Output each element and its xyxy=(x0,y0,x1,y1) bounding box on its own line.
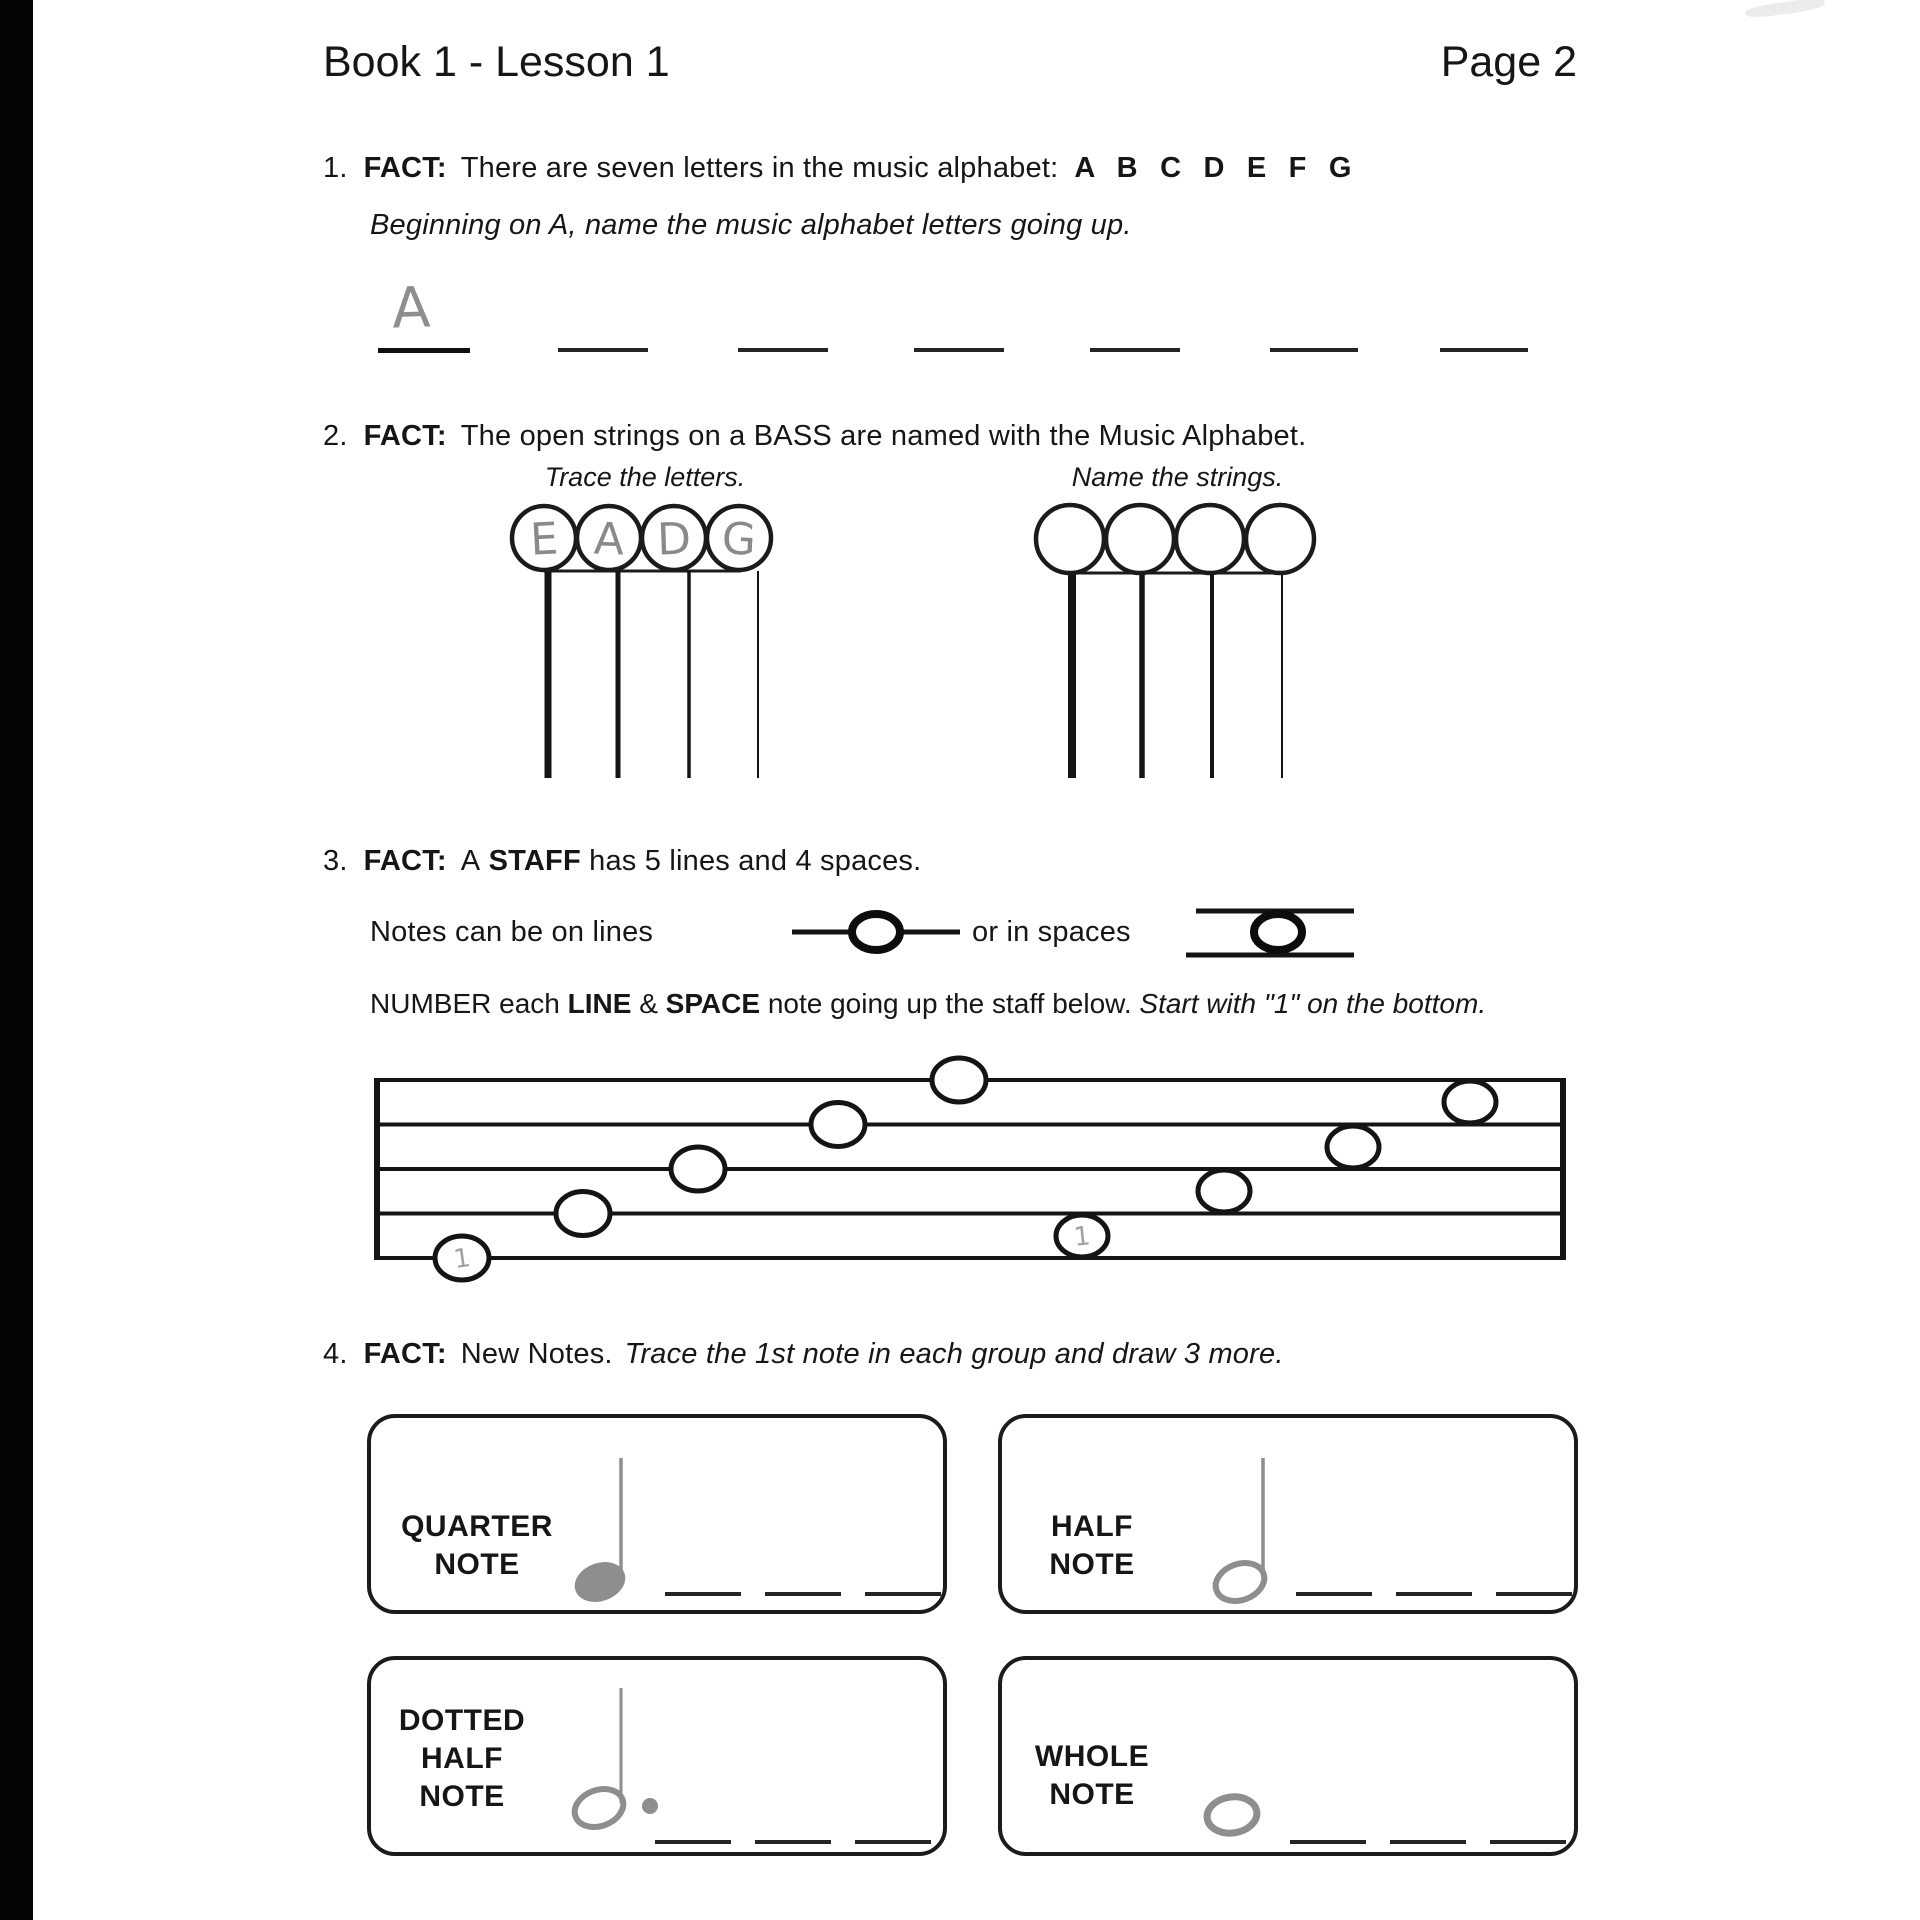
item1-number: 1. xyxy=(323,152,348,184)
dotted-half-label-line3: NOTE xyxy=(419,1780,505,1813)
note-blank xyxy=(665,1592,741,1596)
whole-note-label-line2: NOTE xyxy=(1049,1778,1135,1811)
traced-letter-a: A xyxy=(593,513,625,566)
instr-start-with-1: Start with "1" on the bottom. xyxy=(1139,988,1487,1019)
traced-letter-d: D xyxy=(656,513,692,566)
item3-number: 3. xyxy=(323,845,348,877)
notes-on-lines-label: Notes can be on lines xyxy=(370,916,654,948)
note-blank xyxy=(765,1592,841,1596)
empty-tuner-circle xyxy=(1246,505,1314,573)
scan-artifact xyxy=(1745,0,1826,20)
instr-number-each: NUMBER each xyxy=(370,988,560,1019)
notes-in-spaces-label: or in spaces xyxy=(972,916,1131,948)
whole-note-glyph xyxy=(1204,1794,1262,1838)
music-alphabet-letters: A B C D E F G xyxy=(1074,152,1352,184)
note-blank xyxy=(1290,1840,1366,1844)
item3-instruction xyxy=(370,988,1486,1020)
item4-fact-label: FACT: xyxy=(363,1338,447,1370)
empty-tuner-circle xyxy=(1176,505,1244,573)
note-blank xyxy=(1490,1840,1566,1844)
dotted-half-label-line1: DOTTED xyxy=(398,1704,526,1737)
item2-fact-line xyxy=(323,420,1306,453)
whole-note-on-line xyxy=(852,914,900,950)
line-note-5 xyxy=(932,1058,986,1102)
line-note-2 xyxy=(556,1192,610,1236)
item2-number: 2. xyxy=(323,420,348,452)
handwritten-answer-a: A xyxy=(390,275,432,342)
answer-blank xyxy=(738,348,828,352)
item1-instruction: Beginning on A, name the music alphabet letters going up. xyxy=(370,209,1132,241)
dotted-half-note-glyph xyxy=(572,1684,677,1829)
half-note-label xyxy=(992,1508,1192,1584)
note-blank xyxy=(1390,1840,1466,1844)
quarter-note-label xyxy=(377,1508,577,1584)
instr-space-bold: SPACE xyxy=(665,988,761,1019)
bass-strings-traced-diagram xyxy=(505,498,785,783)
item4-number: 4. xyxy=(323,1338,348,1370)
quarter-note-label-line2: NOTE xyxy=(434,1548,520,1581)
half-note-label-line1: HALF xyxy=(1051,1510,1133,1543)
item3-fact-bold: STAFF xyxy=(488,845,581,877)
empty-tuner-circle xyxy=(1036,505,1104,573)
line-note-4 xyxy=(811,1103,865,1147)
quarter-note-label-line1: QUARTER xyxy=(401,1510,553,1543)
note-blank xyxy=(755,1840,831,1844)
space-note-2 xyxy=(1198,1170,1250,1212)
half-note-glyph xyxy=(1212,1452,1282,1604)
empty-tuner-circle xyxy=(1106,505,1174,573)
dot-glyph xyxy=(642,1798,658,1814)
traced-letter-g: G xyxy=(720,513,758,566)
note-blank xyxy=(1296,1592,1372,1596)
item1-fact-label: FACT: xyxy=(363,152,447,184)
note-on-line-example xyxy=(792,912,960,952)
answer-blank xyxy=(1440,348,1528,352)
staff-diagram xyxy=(372,1058,1568,1275)
dotted-half-label-line2: HALF xyxy=(421,1742,503,1775)
item4-fact-line xyxy=(323,1338,1284,1371)
answer-blank xyxy=(378,348,470,353)
line-note-3 xyxy=(671,1147,725,1191)
note-blank xyxy=(655,1840,731,1844)
book-lesson-title: Book 1 - Lesson 1 xyxy=(323,38,670,86)
space-note-4 xyxy=(1444,1081,1496,1123)
item3-fact-post: has 5 lines and 4 spaces. xyxy=(589,845,922,877)
answer-blank xyxy=(1090,348,1180,352)
quarter-note-glyph xyxy=(572,1452,642,1604)
item4-instruction: Trace the 1st note in each group and draw 3 more. xyxy=(624,1338,1284,1370)
pencil-mark-line-note-1: 1 xyxy=(451,1242,473,1275)
note-blank xyxy=(1396,1592,1472,1596)
dotted-half-note-label xyxy=(362,1702,562,1816)
instr-line-bold: LINE xyxy=(567,988,632,1019)
item3-fact-pre: A xyxy=(460,845,481,877)
item3-fact-line xyxy=(323,845,921,878)
half-note-label-line2: NOTE xyxy=(1049,1548,1135,1581)
instr-amp: & xyxy=(639,988,658,1019)
note-blank xyxy=(855,1840,931,1844)
whole-note-label xyxy=(992,1738,1192,1814)
trace-letters-caption: Trace the letters. xyxy=(544,462,746,492)
item4-fact-text: New Notes. xyxy=(460,1338,613,1370)
answer-blank xyxy=(558,348,648,352)
note-in-space-example xyxy=(1186,904,1354,962)
answer-blank xyxy=(914,348,1004,352)
traced-letter-e: E xyxy=(528,513,560,566)
item1-fact-text: There are seven letters in the music alphabet: xyxy=(460,152,1059,184)
whole-note-label-line1: WHOLE xyxy=(1034,1740,1150,1773)
answer-blank xyxy=(1270,348,1358,352)
bass-strings-empty-diagram xyxy=(1030,498,1325,783)
item2-fact-text: The open strings on a BASS are named with the Music Alphabet. xyxy=(460,420,1307,452)
scan-black-edge xyxy=(0,0,33,1920)
space-note-3 xyxy=(1327,1126,1379,1168)
item2-fact-label: FACT: xyxy=(363,420,447,452)
page-number-label: Page 2 xyxy=(1440,38,1577,86)
whole-note-in-space xyxy=(1254,914,1302,950)
note-blank xyxy=(865,1592,941,1596)
item3-fact-label: FACT: xyxy=(363,845,447,877)
name-strings-caption: Name the strings. xyxy=(1071,462,1284,492)
pencil-mark-space-note-1: 1 xyxy=(1072,1221,1092,1253)
note-blank xyxy=(1496,1592,1572,1596)
instr-note-going-up: note going up the staff below. xyxy=(767,988,1132,1019)
item1-fact-line xyxy=(323,152,1352,185)
